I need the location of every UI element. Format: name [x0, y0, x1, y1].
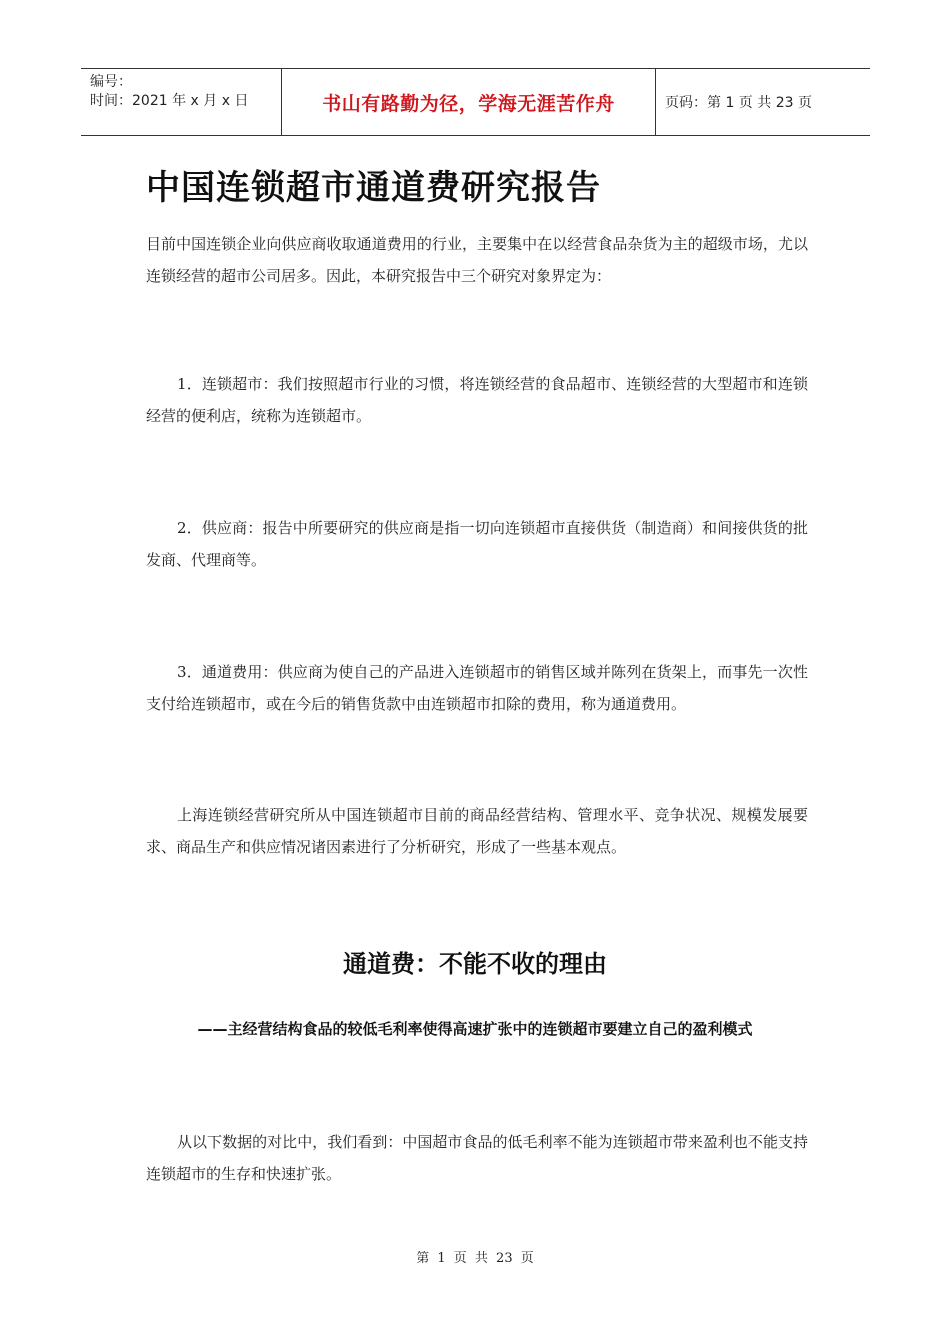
- document-header: [81, 68, 870, 136]
- header-page-info: 页码：第 1 页 共 23 页: [665, 95, 812, 111]
- header-meta-cell: [81, 69, 282, 135]
- intro-paragraph: 目前中国连锁企业向供应商收取通道费用的行业，主要集中在以经营食品杂货为主的超级市场，尤以连锁经营的超市公司居多。因此，本研究报告中三个研究对象界定为：: [146, 235, 808, 285]
- section-subtitle: ——主经营结构食品的较低毛利率使得高速扩张中的连锁超市要建立自己的盈利模式: [197, 1020, 753, 1038]
- section-title: 通道费：不能不收的理由: [343, 950, 607, 978]
- document-number-label: 编号：: [90, 74, 132, 90]
- research-note-paragraph: 上海连锁经营研究所从中国连锁超市目前的商品经营结构、管理水平、竞争状况、规模发展要求、商品生产和供应情况诸因素进行了分析研究，形成了一些基本观点。: [146, 806, 808, 856]
- page-footer: 第 1 页 共 23 页: [416, 1251, 534, 1266]
- document-date: 时间：2021 年 x 月 x 日: [90, 93, 249, 109]
- section-body-paragraph: 从以下数据的对比中，我们看到：中国超市食品的低毛利率不能为连锁超市带来盈利也不能支持连锁超市的生存和快速扩张。: [146, 1133, 808, 1183]
- definition-supplier: 2．供应商：报告中所要研究的供应商是指一切向连锁超市直接供货（制造商）和间接供货的批发商、代理商等。: [146, 519, 808, 569]
- definition-chain-supermarket: 1．连锁超市：我们按照超市行业的习惯，将连锁经营的食品超市、连锁经营的大型超市和连锁经营的便利店，统称为连锁超市。: [146, 375, 808, 425]
- document-title: 中国连锁超市通道费研究报告: [146, 168, 601, 208]
- header-motto: 书山有路勤为径，学海无涯苦作舟: [282, 69, 656, 135]
- definition-channel-fee: 3．通道费用：供应商为使自己的产品进入连锁超市的销售区域并陈列在货架上，而事先一次性支付给连锁超市，或在今后的销售货款中由连锁超市扣除的费用，称为通道费用。: [146, 663, 808, 713]
